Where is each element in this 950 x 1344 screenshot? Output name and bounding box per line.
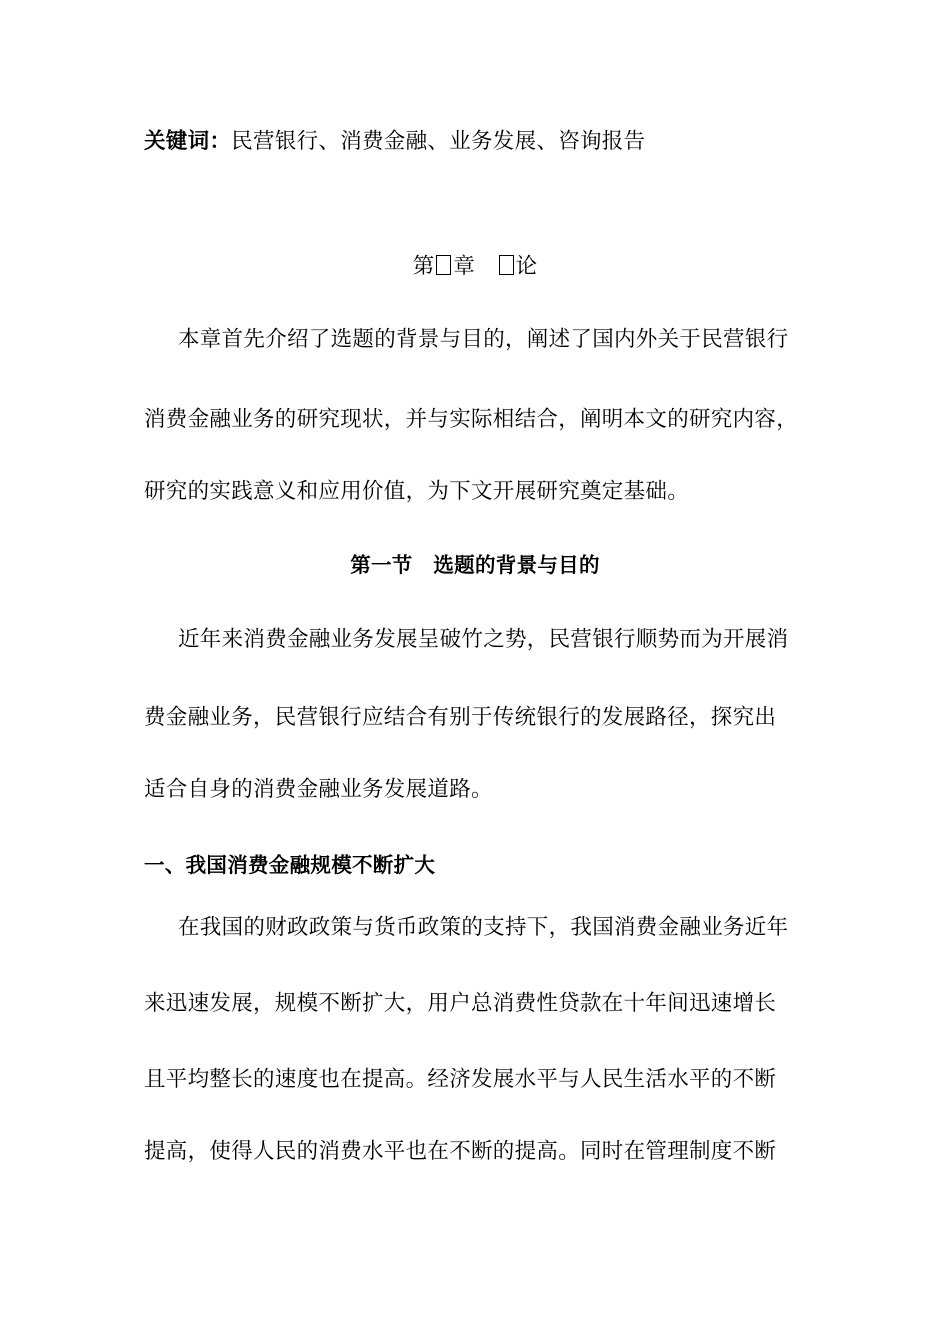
section-paragraph-line: 适合自身的消费金融业务发展道路。: [144, 777, 493, 802]
subsection-paragraph-line: 来迅速发展，规模不断扩大，用户总消费性贷款在十年间迅速增长: [144, 991, 777, 1016]
keywords-line: [144, 128, 645, 156]
section-heading: 第一节 选题的背景与目的: [350, 553, 600, 577]
section-paragraph-line: 近年来消费金融业务发展呈破竹之势，民营银行顺势而为开展消: [178, 627, 789, 652]
keywords-text: 民营银行、消费金融、业务发展、咨询报告: [231, 129, 646, 154]
intro-paragraph-line: 研究的实践意义和应用价值，为下文开展研究奠定基础。: [144, 479, 690, 504]
keywords-label: 关键词：: [144, 129, 232, 154]
chapter-title: [0, 253, 950, 281]
chapter-title-middle: 章: [453, 254, 476, 279]
subsection-paragraph-line: 提高，使得人民的消费水平也在不断的提高。同时在管理制度不断: [144, 1139, 777, 1164]
missing-glyph-box: [499, 255, 514, 275]
subsection-paragraph-line: 且平均整长的速度也在提高。经济发展水平与人民生活水平的不断: [144, 1067, 777, 1092]
intro-paragraph-line: 本章首先介绍了选题的背景与目的，阐述了国内外关于民营银行: [178, 327, 789, 352]
chapter-title-suffix: 论: [515, 254, 538, 279]
subsection-paragraph-line: 在我国的财政政策与货币政策的支持下，我国消费金融业务近年: [178, 915, 789, 940]
section-paragraph-line: 费金融业务，民营银行应结合有别于传统银行的发展路径，探究出: [144, 705, 777, 730]
chapter-title-prefix: 第: [412, 254, 435, 279]
intro-paragraph-line: 消费金融业务的研究现状，并与实际相结合，阐明本文的研究内容，: [144, 407, 799, 432]
missing-glyph-box: [436, 255, 451, 275]
subsection-heading: 一、我国消费金融规模不断扩大: [144, 853, 436, 877]
